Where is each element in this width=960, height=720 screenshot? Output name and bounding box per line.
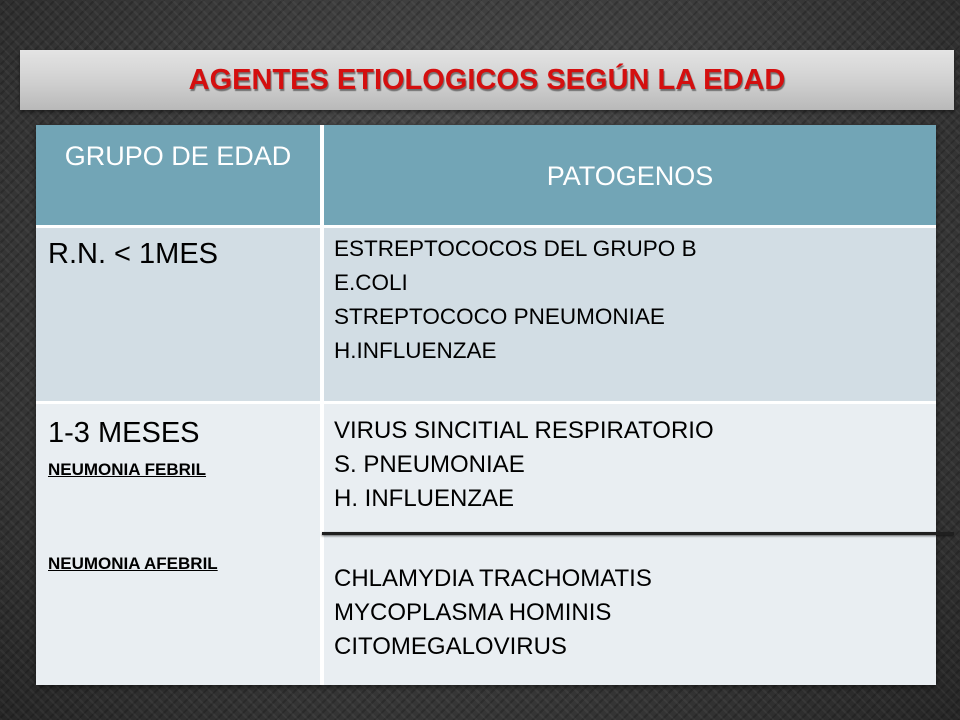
age-group-newborn: R.N. < 1MES — [48, 238, 219, 270]
pathogen-list-newborn — [334, 232, 697, 368]
row-newborn-pathogens-cell — [324, 228, 936, 401]
pathogen-item: H. INFLUENZAE — [334, 485, 515, 512]
etiology-table — [36, 125, 936, 685]
row-1-3-months-group-cell — [36, 404, 322, 685]
age-group-1-3-months: 1-3 MESES — [48, 417, 200, 449]
pathogen-item: CHLAMYDIA TRACHOMATIS — [334, 565, 652, 592]
header-cell-age-group — [36, 125, 322, 225]
row-1-3-months-pathogens-cell — [324, 404, 936, 685]
title-banner — [20, 50, 954, 110]
subgroup-febrile-pneumonia: NEUMONIA FEBRIL — [48, 460, 207, 479]
pathogen-item: E.COLI — [334, 270, 408, 295]
pathogen-list-febrile — [334, 414, 714, 516]
pathogen-item: ESTREPTOCOCOS DEL GRUPO B — [334, 236, 697, 261]
pathogen-item: STREPTOCOCO PNEUMONIAE — [334, 304, 665, 329]
slide-title: AGENTES ETIOLOGICOS SEGÚN LA EDAD — [188, 64, 786, 96]
pathogen-list-afebrile — [334, 562, 652, 664]
pathogen-item: CITOMEGALOVIRUS — [334, 633, 567, 660]
header-cell-pathogens — [324, 125, 936, 225]
row-newborn-group-cell — [36, 228, 322, 401]
pathogen-item: VIRUS SINCITIAL RESPIRATORIO — [334, 417, 714, 444]
header-pathogens-label: PATOGENOS — [546, 161, 714, 191]
subgroup-afebrile-pneumonia: NEUMONIA AFEBRIL — [48, 554, 218, 573]
pathogen-item: S. PNEUMONIAE — [334, 451, 525, 478]
subgroup-divider-line — [322, 532, 954, 535]
header-age-group-label: GRUPO DE EDAD — [64, 141, 292, 171]
pathogen-item: H.INFLUENZAE — [334, 338, 497, 363]
pathogen-item: MYCOPLASMA HOMINIS — [334, 599, 612, 626]
